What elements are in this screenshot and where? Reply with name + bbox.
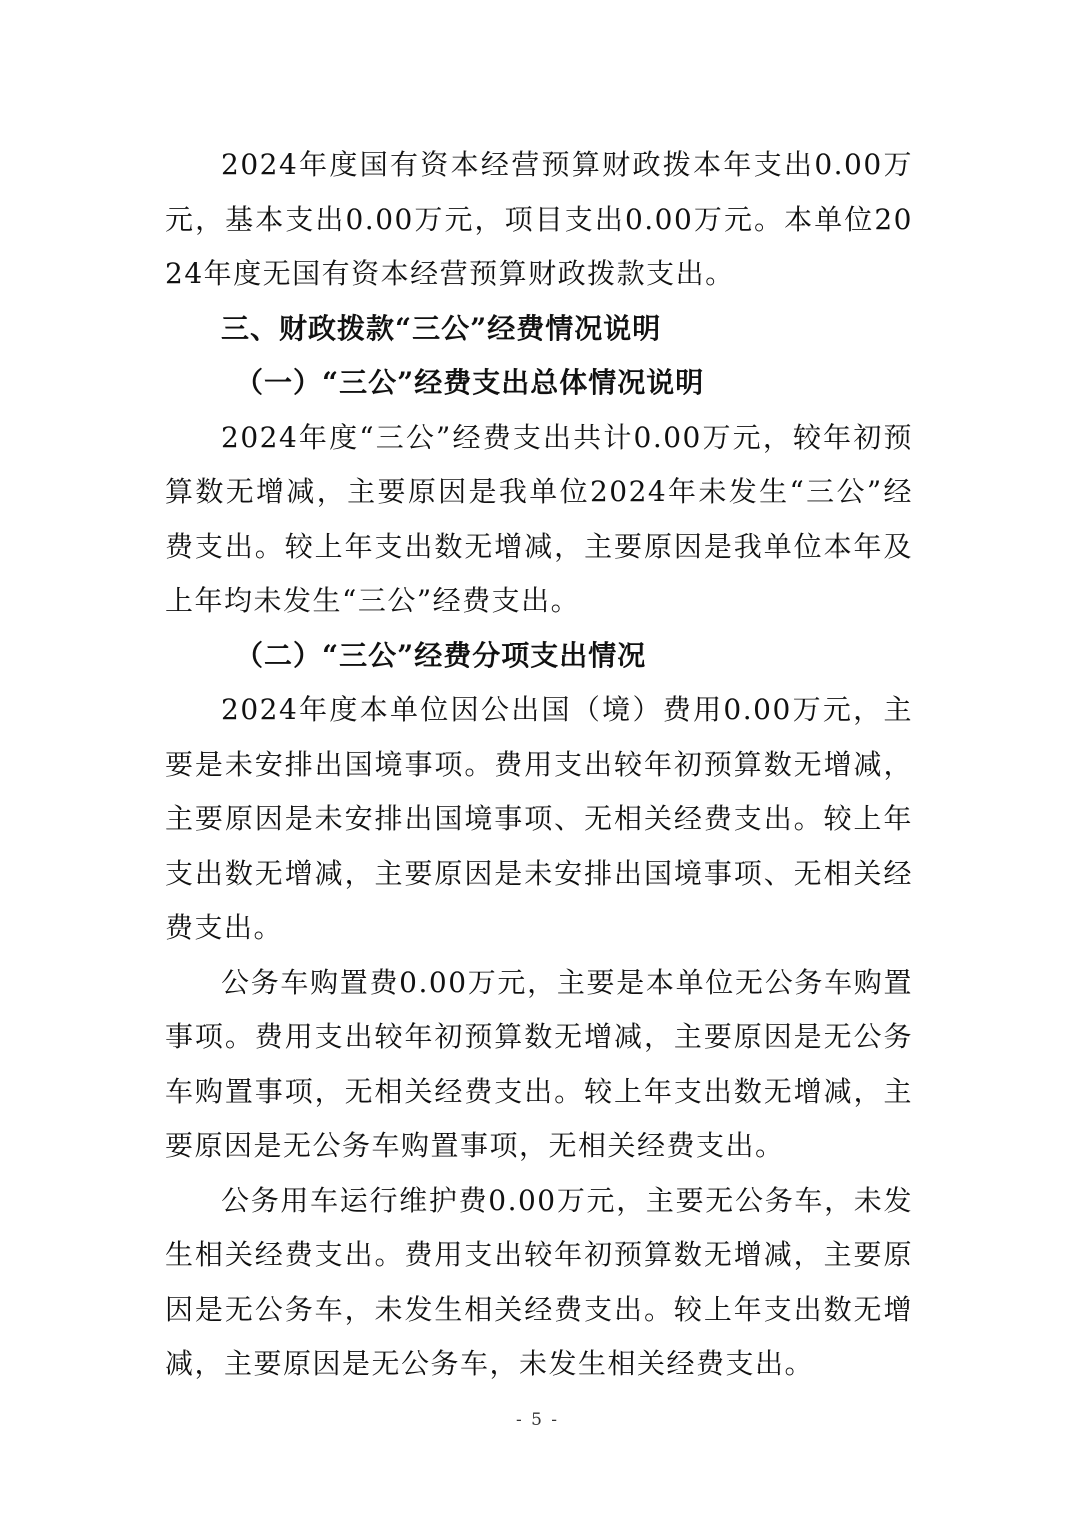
paragraph-overall-expenses: 2024年度“三公”经费支出共计0.00万元，较年初预算数无增减，主要原因是我单位2024年未发生“三公”经费支出。较上年支出数无增减，主要原因是我单位本年及上年均未发生“三公”经费支出。: [165, 420, 913, 617]
subsection-heading-overall: （一）“三公”经费支出总体情况说明: [235, 366, 705, 399]
subsection-heading-itemized: （二）“三公”经费分项支出情况: [235, 638, 647, 672]
paragraph-vehicle-maintenance: 公务用车运行维护费0.00万元，主要无公务车，未发生相关经费支出。费用支出较年初预算数无增减，主要原因是无公务车，未发生相关经费支出。较上年支出数无增减，主要原因是无公务车，未发生相关经费支出。: [165, 1183, 913, 1380]
paragraph-state-capital-budget: 2024年度国有资本经营预算财政拨本年支出0.00万元，基本支出0.00万元，项目支出0.00万元。本单位2024年度无国有资本经营预算财政拨款支出。: [165, 148, 913, 290]
document-body: [165, 138, 913, 1392]
section-heading-three-public-expenses: 三、财政拨款“三公”经费情况说明: [221, 311, 662, 345]
page-number: - 5 -: [515, 1410, 560, 1430]
paragraph-vehicle-purchase: 公务车购置费0.00万元，主要是本单位无公务车购置事项。费用支出较年初预算数无增减，主要原因是无公务车购置事项，无相关经费支出。较上年支出数无增减，主要原因是无公务车购置事项，无相关经费支出。: [165, 965, 913, 1162]
paragraph-overseas-travel: 2024年度本单位因公出国（境）费用0.00万元，主要是未安排出国境事项。费用支出较年初预算数无增减，主要原因是未安排出国境事项、无相关经费支出。较上年支出数无增减，主要原因是未安排出国境事项、无相关经费支出。: [165, 693, 913, 944]
